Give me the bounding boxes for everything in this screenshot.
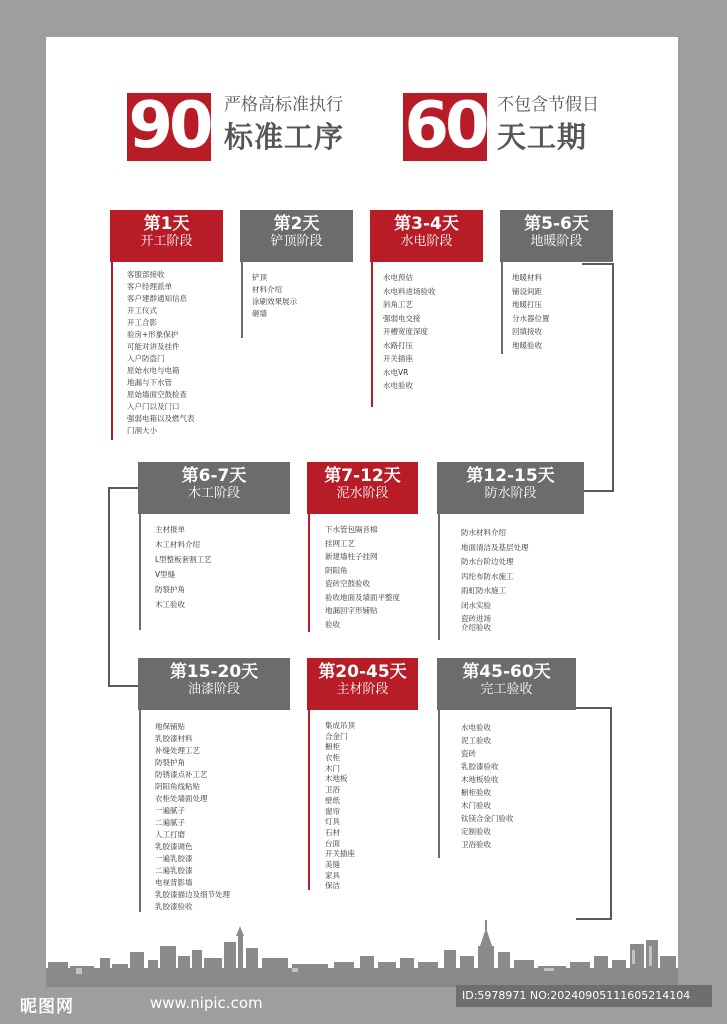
list-item: 门洞大小 [127, 426, 157, 435]
list-item: 窗帘 [325, 806, 340, 816]
list-item: 人工打磨 [155, 830, 185, 839]
list-item: 防裂护角 [155, 585, 185, 594]
stage-phase: 木工阶段 [187, 486, 240, 501]
list-item: 橱柜 [325, 742, 340, 752]
list-item: 地漏与下水管 [127, 378, 172, 387]
list-item: V型缝 [155, 570, 176, 579]
header-right-subtitle: 不包含节假日 [497, 95, 599, 115]
list-item: 入户门以及门口 [127, 402, 180, 411]
list-item: 验收 [325, 619, 340, 629]
list-item: 水电预估 [383, 273, 413, 282]
list-item: 美缝 [325, 859, 340, 869]
list-item: 电视背影墙 [155, 878, 193, 887]
list-item: 地保铺贴 [155, 722, 185, 731]
image-id-label: ID:5978971 NO:20240905111605214104 [456, 985, 712, 1007]
list-item: 雨虹防水施工 [461, 586, 506, 595]
big-60-number: 60 [404, 89, 486, 163]
list-item: 客服部接收 [127, 270, 165, 279]
list-item: 石材 [325, 827, 340, 837]
list-item: 防水材料介绍 [461, 528, 506, 537]
list-item: 下水管包隔音棉 [325, 525, 378, 534]
list-item: 一遍乳胶漆 [155, 854, 193, 863]
list-item: 补缝处理工艺 [155, 746, 200, 755]
list-item: 开工仪式 [127, 306, 157, 315]
list-item: 新建墙柱子挂网 [325, 552, 378, 561]
list-item: 原始墙面空鼓检查 [127, 390, 187, 399]
nipic-logo-text: 昵图网 [20, 997, 74, 1017]
list-item: 乳胶漆验收 [155, 902, 193, 911]
stage-phase: 油漆阶段 [187, 682, 240, 697]
list-item: 木地板 [325, 774, 348, 784]
list-item: 木工材料介绍 [155, 540, 200, 549]
list-item: 家具 [325, 870, 340, 880]
list-item: 闭水实验 [461, 600, 491, 610]
list-item: 挂网工艺 [325, 538, 355, 548]
stage-phase: 水电阶段 [400, 234, 453, 249]
list-item: 集成吊顶 [325, 721, 355, 730]
list-item: 客户建群通知信息 [127, 294, 187, 303]
list-item: 斜角工艺 [383, 300, 413, 309]
list-item: 木门 [325, 763, 340, 773]
list-item: 开工合影 [127, 318, 157, 327]
stage-day: 第5-6天 [524, 214, 589, 234]
list-item: 防裂护角 [155, 758, 185, 767]
list-item: 木工验收 [155, 600, 185, 609]
list-item: 水电VR [383, 367, 409, 377]
list-item: 卫浴验收 [461, 840, 491, 849]
list-item: 木门验收 [461, 801, 491, 810]
list-item: 乳胶漆描边及细节处理 [155, 890, 230, 899]
header-left-subtitle: 严格高标准执行 [224, 95, 343, 115]
list-item: 二遍腻子 [155, 818, 185, 827]
list-item: 水电料进场验收 [383, 286, 436, 296]
list-item: 壁纸 [325, 795, 340, 805]
stage-day: 第7-12天 [324, 466, 401, 486]
list-item: 瓷砖空鼓验收 [325, 579, 370, 588]
list-item: 阴阳角 [325, 565, 348, 575]
list-item: 涂刷效果展示 [252, 297, 297, 306]
list-item: 防锈漆点补工艺 [155, 770, 208, 779]
stage-phase: 泥水阶段 [336, 486, 389, 501]
list-item: 地暖材料 [512, 273, 542, 282]
list-item: 钛镁合金门验收 [461, 814, 514, 823]
list-item: 丙纶布防水施工 [461, 571, 514, 581]
list-item: 保洁 [325, 881, 340, 891]
stage-day: 第12-15天 [466, 466, 555, 486]
stage-day: 第45-60天 [462, 662, 551, 682]
list-item: 定制验收 [461, 827, 491, 836]
list-item: 客户经理派单 [127, 282, 172, 291]
stage-day: 第2天 [273, 214, 320, 234]
list-item: 地面清洁及基层处理 [461, 542, 529, 552]
list-item: 开关插座 [383, 354, 413, 363]
nipic-site-link[interactable]: www.nipic.com [150, 994, 263, 1012]
stage-phase: 防水阶段 [484, 486, 537, 501]
list-item: 原始水电与电箱 [127, 366, 180, 375]
list-item: 水电验收 [461, 723, 491, 732]
list-item: 瓷砖 [461, 749, 476, 758]
list-item: 分水器位置 [512, 313, 550, 323]
list-item: 乳胶漆验收 [461, 762, 499, 771]
list-item: 水电验收 [383, 381, 413, 390]
list-item: 灯具 [325, 817, 340, 827]
list-item: 乳胶漆材料 [155, 734, 193, 743]
list-item: 入户防盗门 [127, 354, 165, 363]
stage-day: 第6-7天 [181, 466, 247, 486]
header-left-title: 标准工序 [224, 120, 345, 154]
list-item: 泥工验收 [461, 736, 491, 745]
list-item: 开关插座 [325, 849, 355, 859]
list-item: 材料介绍 [252, 285, 282, 294]
list-item: 阴阳角线粘贴 [155, 782, 200, 791]
list-item: 强弱电交接 [383, 313, 421, 323]
list-item: 水路打压 [383, 340, 413, 350]
stage-day: 第20-45天 [318, 662, 407, 682]
stage-phase: 地暖阶段 [530, 234, 583, 249]
big-90-number: 90 [128, 89, 210, 163]
list-item: 木地板验收 [461, 775, 499, 784]
list-item: 铲顶 [252, 273, 267, 282]
list-item: 介绍验收 [461, 623, 491, 632]
list-item: 主材报单 [155, 525, 185, 534]
list-item: L型整板套割工艺 [155, 555, 212, 564]
list-item: 地漏回字形铺贴 [325, 606, 378, 615]
stage-day: 第3-4天 [394, 214, 459, 234]
list-item: 验收地面及墙面平整度 [325, 592, 400, 602]
list-item: 衣柜处墙面处理 [155, 794, 208, 803]
list-item: 防水台阶边处理 [461, 557, 514, 566]
list-item: 可能对讲及挂件 [127, 342, 180, 351]
list-item: 强弱电箱以及燃气表 [127, 414, 195, 423]
list-item: 橱柜验收 [461, 788, 491, 797]
list-item: 铺设间距 [512, 286, 542, 296]
list-item: 砸墙 [252, 309, 267, 318]
list-item: 回填接收 [512, 327, 542, 336]
list-item: 卫浴 [325, 785, 340, 795]
list-item: 地暖验收 [512, 340, 542, 350]
list-item: 二遍乳胶漆 [155, 866, 193, 875]
list-item: 验房+形象保护 [127, 330, 179, 339]
list-item: 衣柜 [325, 753, 340, 763]
header-right-title: 天工期 [497, 120, 588, 154]
list-item: 开槽宽度深度 [383, 327, 428, 336]
list-item: 一遍腻子 [155, 806, 185, 815]
stage-phase: 主材阶段 [336, 682, 389, 697]
stage-phase: 铲顶阶段 [270, 234, 323, 249]
list-item: 台面 [325, 838, 340, 848]
list-item: 瓷砖进场 [461, 614, 491, 623]
stage-day: 第15-20天 [169, 662, 259, 682]
list-item: 乳胶漆调色 [155, 842, 193, 851]
stage-phase: 完工验收 [480, 682, 533, 697]
stage-day: 第1天 [143, 214, 190, 234]
stage-phase: 开工阶段 [140, 234, 193, 249]
list-item: 地暖打压 [512, 300, 542, 309]
list-item: 合金门 [325, 731, 348, 741]
